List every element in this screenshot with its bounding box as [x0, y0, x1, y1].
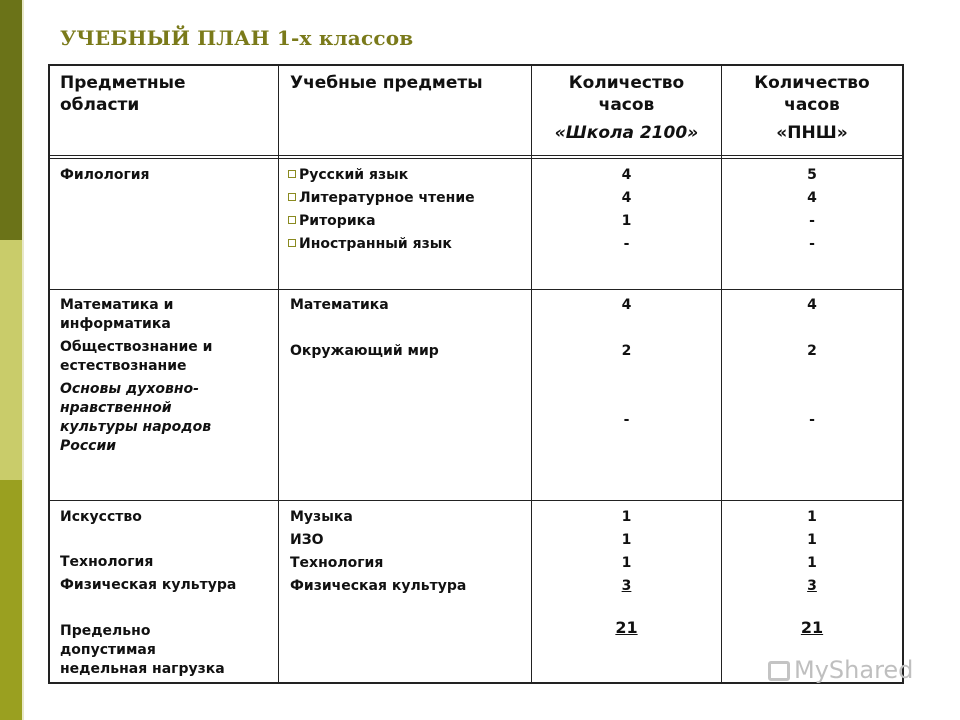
list-item: [288, 212, 528, 235]
square-bullet-icon: [288, 193, 296, 201]
myshared-logo-icon: [768, 661, 790, 681]
row1-hours-pnsh: [722, 164, 902, 256]
subject-label: ИЗО: [290, 532, 324, 548]
watermark: [768, 656, 913, 684]
hours-value: -: [623, 236, 630, 252]
area-line: Основы духовно-: [60, 381, 199, 397]
row3-areas: [60, 508, 270, 679]
subject-label: Русский язык: [299, 167, 409, 183]
area-line: нравственной: [60, 400, 172, 416]
page-title: УЧЕБНЫЙ ПЛАН 1-х классов: [60, 26, 414, 50]
row-divider-1: [50, 289, 902, 290]
hours-value: 1: [621, 555, 632, 571]
hours-value: 4: [621, 190, 632, 206]
square-bullet-icon: [288, 170, 296, 178]
hours-value: 3: [621, 578, 632, 594]
hours-value: 4: [807, 297, 817, 313]
hours-value: 1: [621, 509, 632, 525]
header-col4-line2: часов: [784, 95, 840, 115]
header-col3-program: «Школа 2100»: [554, 123, 699, 143]
row-divider-2: [50, 500, 902, 501]
row3-hours-2100: [532, 506, 721, 639]
row1-area: Филология: [60, 167, 150, 183]
area-line: естествознание: [60, 358, 187, 374]
area-math: [60, 296, 270, 334]
subject-label: Окружающий мир: [290, 343, 439, 359]
hours-value: 1: [621, 532, 632, 548]
row1-hours-2100: [532, 164, 721, 256]
hours-value: -: [809, 213, 815, 229]
list-item: [288, 189, 528, 212]
area-line: культуры народов: [60, 419, 212, 435]
hours-value: 1: [807, 555, 817, 571]
subject-label: Технология: [290, 555, 384, 571]
total-label-line: допустимая: [60, 642, 156, 658]
hours-value: 5: [807, 167, 817, 183]
hours-value: -: [809, 236, 815, 252]
header-col3-line1: Количество: [568, 73, 685, 93]
hours-value: -: [623, 412, 630, 428]
hours-value: -: [809, 412, 815, 428]
list-item: [288, 235, 528, 258]
decor-bar-middle: [0, 240, 22, 480]
area-line: Обществознание и: [60, 339, 213, 355]
row1-subjects: [288, 166, 528, 258]
area-line: Технология: [60, 554, 154, 570]
header-col1-line1: Предметные: [60, 73, 186, 93]
area-ethics: [60, 380, 270, 456]
row3-hours-pnsh: [722, 506, 902, 639]
row3-subjects: [290, 506, 525, 598]
area-line: Искусство: [60, 509, 142, 525]
hours-value: 1: [621, 213, 632, 229]
row2-hours-pnsh: [722, 296, 902, 430]
total-label-line: недельная нагрузка: [60, 661, 225, 677]
total-label-line: Предельно: [60, 623, 151, 639]
header-subjects: Учебные предметы: [290, 73, 483, 93]
decor-bar-top: [0, 0, 22, 240]
subject-label: Риторика: [299, 213, 376, 229]
subject-label: Физическая культура: [290, 578, 467, 594]
hours-value: 2: [807, 343, 817, 359]
row2-subjects: [290, 296, 525, 361]
watermark-text: MyShared: [794, 656, 914, 684]
header-col4-program: «ПНШ»: [776, 123, 848, 143]
square-bullet-icon: [288, 239, 296, 247]
hours-value: 2: [621, 343, 632, 359]
subject-label: Музыка: [290, 509, 353, 525]
hours-value: 1: [807, 532, 817, 548]
header-col4-line1: Количество: [754, 73, 870, 93]
row2-areas: [60, 296, 270, 456]
row2-hours-2100: [532, 296, 721, 430]
decor-bar-bottom: [0, 480, 22, 720]
total-hours-2100: 21: [615, 618, 638, 637]
hours-value: 4: [621, 297, 632, 313]
subject-label: Иностранный язык: [299, 236, 452, 252]
area-line: Физическая культура: [60, 577, 237, 593]
square-bullet-icon: [288, 216, 296, 224]
area-social: [60, 338, 270, 376]
hours-value: 4: [621, 167, 632, 183]
list-item: [288, 166, 528, 189]
area-line: информатика: [60, 316, 171, 332]
area-line: России: [60, 438, 117, 454]
total-label: [60, 622, 270, 679]
header-col3-line2: часов: [598, 95, 655, 115]
subject-label: Литературное чтение: [299, 190, 475, 206]
decor-line: [22, 0, 24, 720]
subject-label: Математика: [290, 297, 389, 313]
hours-value: 1: [807, 509, 817, 525]
total-hours-pnsh: 21: [800, 618, 824, 637]
area-line: Математика и: [60, 297, 174, 313]
header-col1-line2: области: [60, 95, 140, 115]
header-hours-pnsh: [722, 72, 902, 144]
header-divider: [50, 155, 902, 159]
header-hours-2100: [532, 72, 721, 144]
header-subject-areas: [60, 72, 270, 116]
hours-value: 3: [807, 578, 817, 594]
hours-value: 4: [807, 190, 817, 206]
